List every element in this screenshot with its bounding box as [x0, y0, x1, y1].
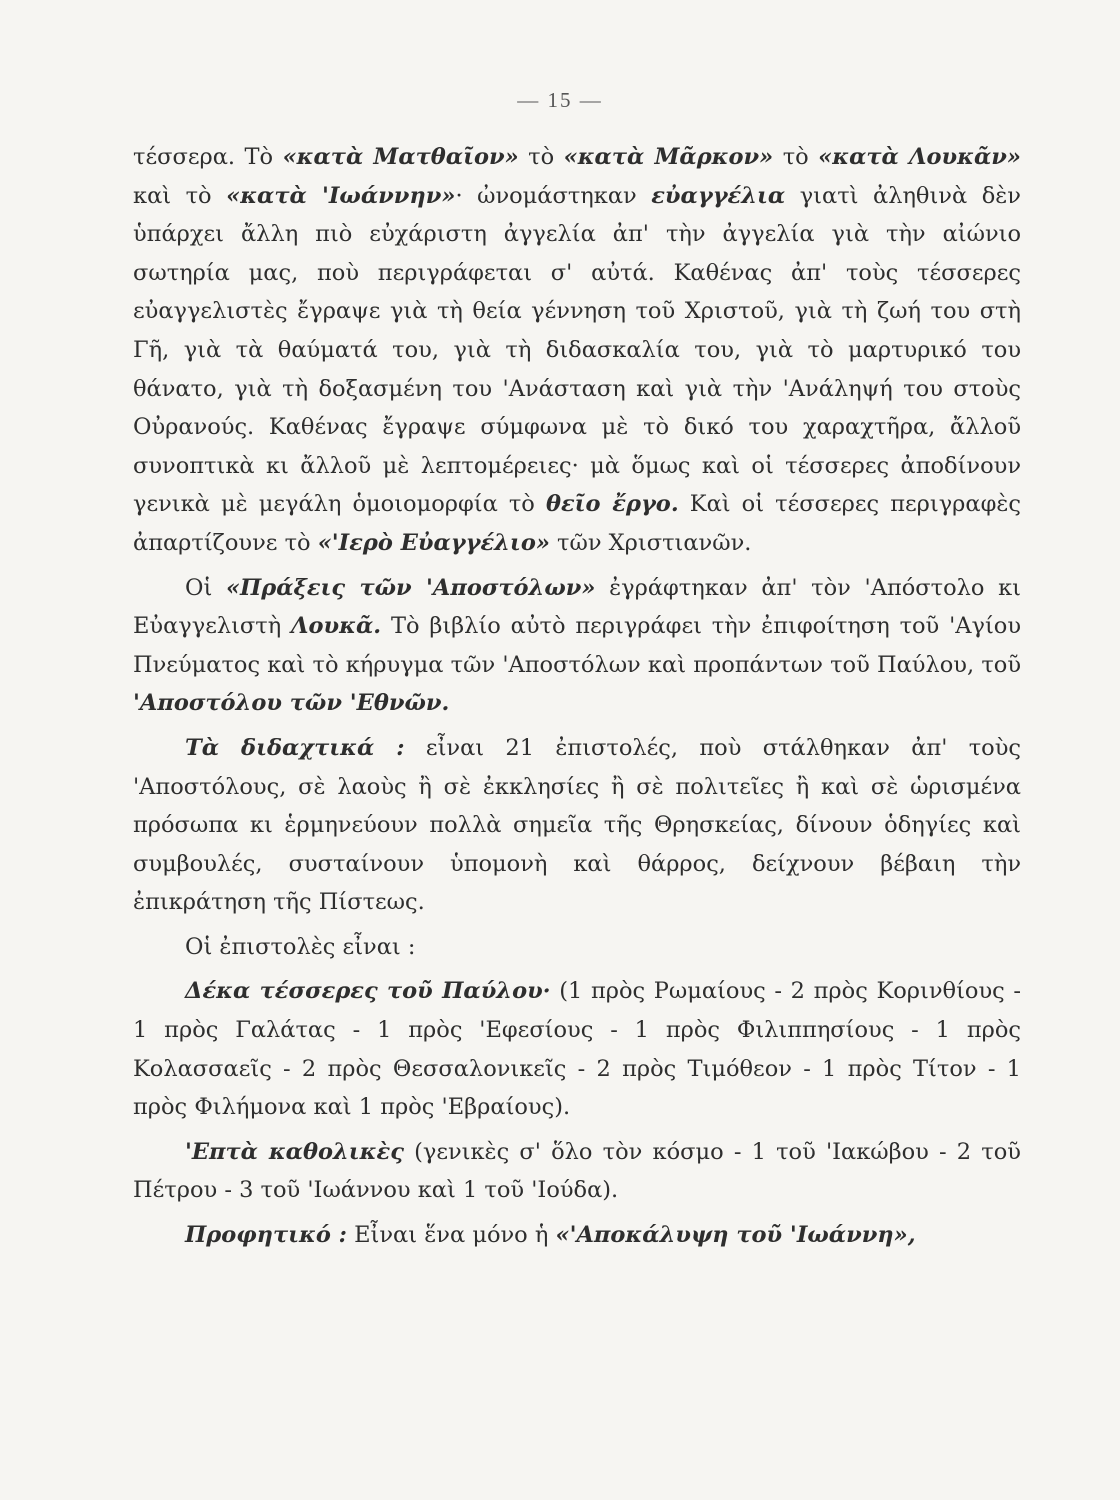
- paragraph-epistles-intro: [133, 928, 1021, 967]
- emphasis-text: «κατὰ Ματθαῖον»: [282, 144, 519, 170]
- page-body: [133, 138, 1021, 1255]
- emphasis-text: Τὰ διδαχτικά :: [185, 734, 405, 761]
- body-text: ἐγράφτηκαν ἀπ' τὸν 'Απόστολο κι Εὐαγγελιστὴ: [133, 574, 1021, 640]
- emphasis-text: 'Αποστόλου τῶν 'Εθνῶν.: [133, 690, 450, 717]
- body-text: · ὠνομάστηκαν: [455, 182, 652, 209]
- paragraph-catholic-epistles: [133, 1133, 1021, 1210]
- emphasis-text: «κατὰ Μᾶρκον»: [563, 144, 774, 170]
- body-text: Οἱ ἐπιστολὲς εἶναι :: [185, 933, 416, 960]
- emphasis-text: Προφητικό :: [185, 1222, 347, 1249]
- body-text: καὶ τὸ: [133, 182, 227, 209]
- emphasis-text: «'Αποκάλυψη τοῦ 'Ιωάννη»,: [555, 1222, 916, 1249]
- emphasis-text: 'Επτὰ καθολικὲς: [185, 1138, 404, 1165]
- body-text: Εἶναι ἕνα μόνο ἡ: [346, 1222, 556, 1249]
- body-text: γιατὶ ἀληθινὰ δὲν ὑπάρχει ἄλλη πιὸ εὐχάριστη ἀγγελία ἀπ' τὴν ἀγγελία γιὰ τὴν αἰώνιο σωτηρία μας, ποὺ περιγράφεται σ' αὐτά. Καθένας ἀπ' τοὺς τέσσερες εὐαγγελιστὲς ἔγραψε γιὰ τὴ θεία γέννηση τοῦ Χριστοῦ, γιὰ τὴ ζωή του στὴ Γῆ, γιὰ τὰ θαύματά του, γιὰ τὴ διδασκαλία του, γιὰ τὸ μαρτυρικό του θάνατο, γιὰ τὴ δοξασμένη του 'Ανάσταση καὶ γιὰ τὴν 'Ανάληψή του στοὺς Οὐρανούς. Καθένας ἔγραψε σύμφωνα μὲ τὸ δικό του χαραχτῆρα, ἄλλοῦ συνοπτικὰ κι ἄλλοῦ μὲ λεπτομέρειες· μὰ ὅμως καὶ οἱ τέσσερες ἀποδίνουν γενικὰ μὲ μεγάλη ὁμοιομορφία τὸ: [133, 182, 1021, 518]
- body-text: εἶναι 21 ἐπιστολές, ποὺ στάλθηκαν ἀπ' τοὺς 'Αποστόλους, σὲ λαοὺς ἢ σὲ ἐκκλησίες ἢ σὲ πολιτεῖες ἢ καὶ σὲ ὡρισμένα πρόσωπα κι ἑρμηνεύουν πολλὰ σημεῖα τῆς Θρησκείας, δίνουν ὁδηγίες καὶ συμβουλές, συσταίνουν ὑπομονὴ καὶ θάρρος, δείχνουν βέβαιη τὴν ἐπικράτηση τῆς Πίστεως.: [133, 734, 1022, 916]
- paragraph-didactic: [133, 729, 1021, 922]
- body-text: τὸ: [518, 144, 564, 170]
- emphasis-text: «Πράξεις τῶν 'Αποστόλων»: [225, 574, 596, 601]
- emphasis-text: Δέκα τέσσερες τοῦ Παύλου·: [185, 978, 551, 1005]
- paragraph-gospels: [133, 138, 1021, 563]
- emphasis-text: Λουκᾶ.: [291, 613, 382, 640]
- emphasis-text: «κατὰ Λουκᾶν»: [818, 144, 1021, 170]
- emphasis-text: «κατὰ 'Ιωάννην»: [226, 182, 456, 209]
- body-text: τέσσερα. Τὸ: [133, 144, 283, 170]
- body-text: Οἱ: [185, 574, 226, 601]
- body-text: (γενικὲς σ' ὅλο τὸν κόσμο - 1 τοῦ 'Ιακώβου - 2 τοῦ Πέτρου - 3 τοῦ 'Ιωάννου καὶ 1 τοῦ 'Ιούδα).: [133, 1138, 1021, 1204]
- body-text: Τὸ βιβλίο αὐτὸ περιγράφει τὴν ἐπιφοίτηση τοῦ 'Αγίου Πνεύματος καὶ τὸ κήρυγμα τῶν 'Αποστόλων καὶ προπάντων τοῦ Παύλου, τοῦ: [133, 613, 1021, 678]
- paragraph-pauline-epistles: [133, 972, 1021, 1126]
- body-text: τὸ: [773, 144, 819, 170]
- body-text: (1 πρὸς Ρωμαίους - 2 πρὸς Κορινθίους - 1 πρὸς Γαλάτας - 1 πρὸς 'Εφεσίους - 1 πρὸς Φιλιππησίους - 1 πρὸς Κολασσαεῖς - 2 πρὸς Θεσσαλονικεῖς - 2 πρὸς Τιμόθεον - 1 πρὸς Τίτον - 1 πρὸς Φιλήμονα καὶ 1 πρὸς 'Εβραίους).: [133, 978, 1021, 1121]
- emphasis-text: θεῖο ἔργο.: [545, 491, 679, 518]
- body-text: τῶν Χριστιανῶν.: [549, 529, 752, 556]
- emphasis-text: «'Ιερὸ Εὐαγγέλιο»: [317, 529, 550, 556]
- paragraph-prophetic: [133, 1216, 1021, 1255]
- paragraph-acts: [133, 569, 1021, 723]
- body-text: Καὶ οἱ τέσσερες περιγραφὲς ἀπαρτίζουνε τὸ: [133, 491, 1021, 556]
- emphasis-text: εὐαγγέλια: [651, 182, 786, 209]
- page-number: — 15 —: [517, 88, 603, 112]
